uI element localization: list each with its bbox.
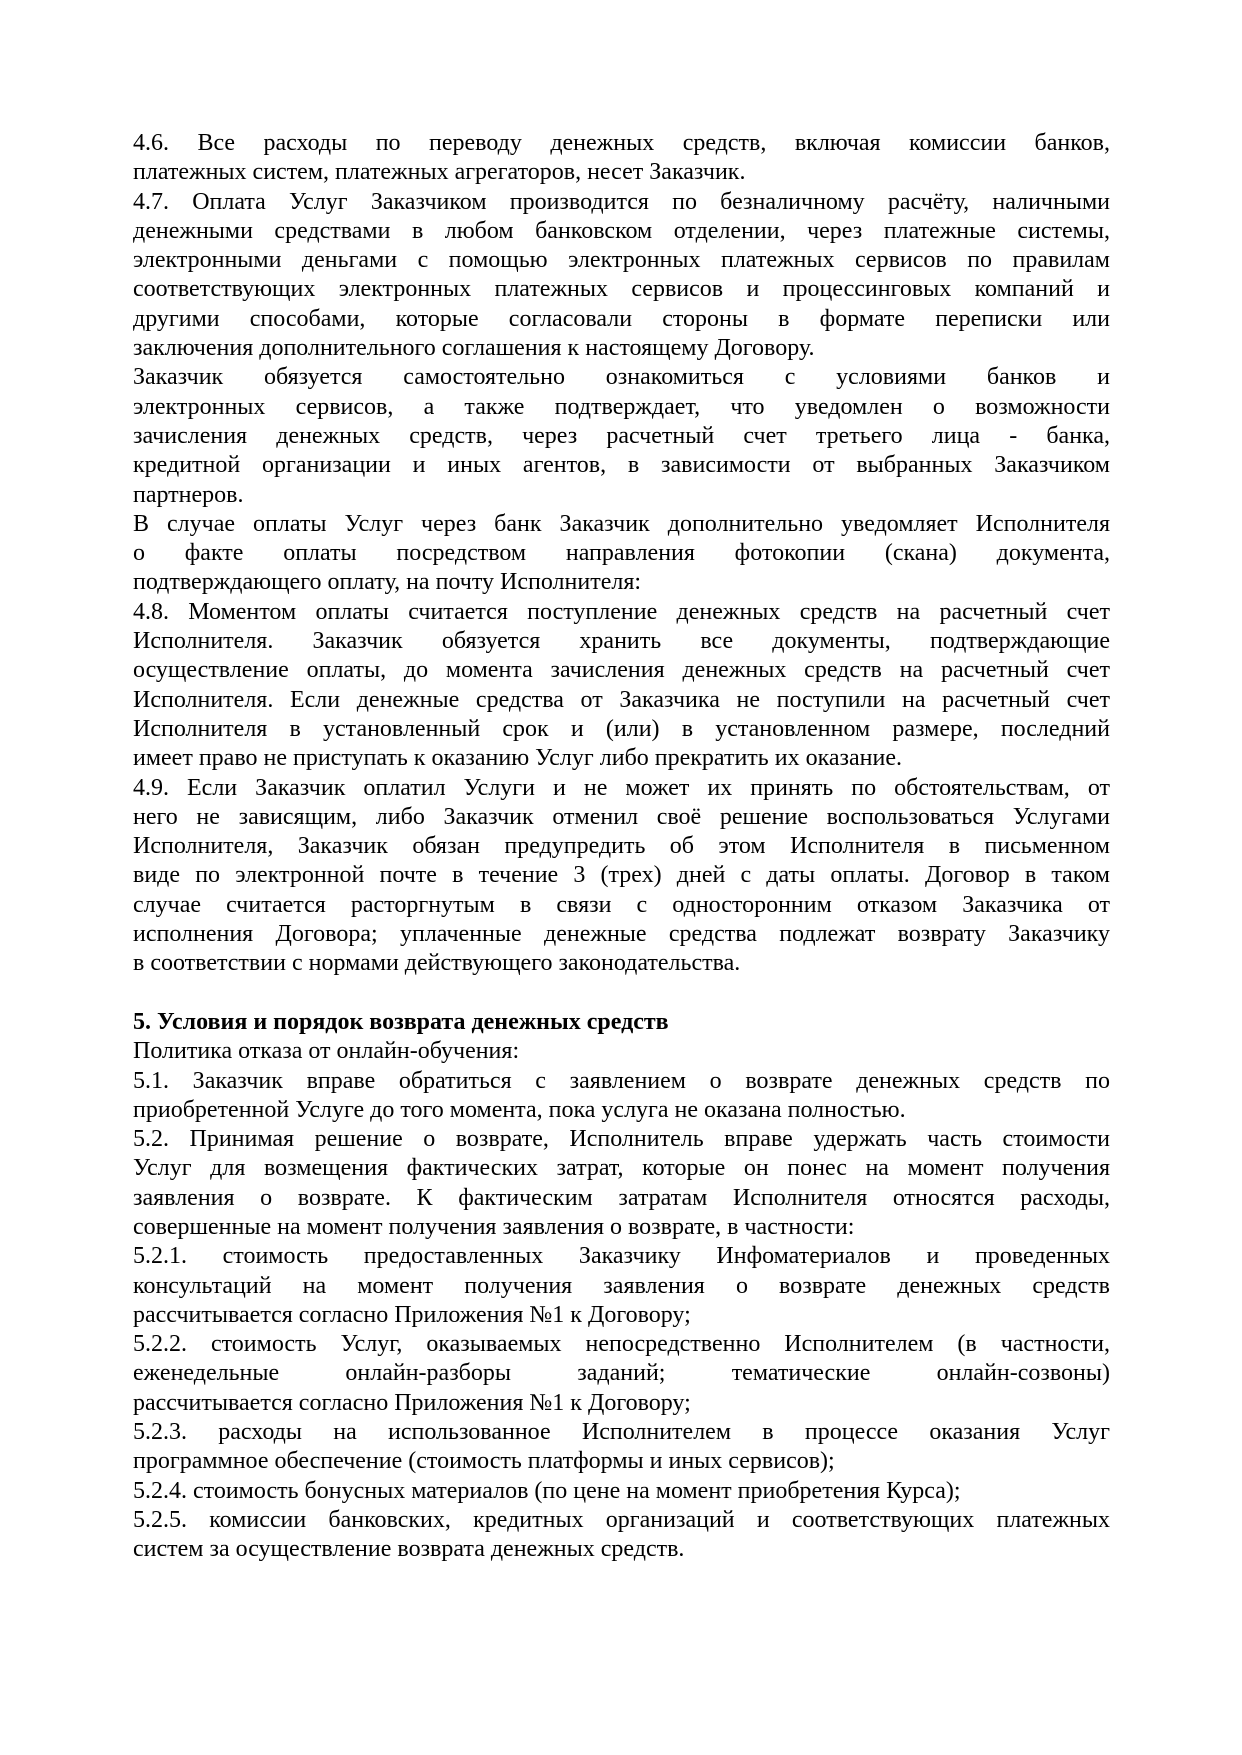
blank-line: [133, 979, 1110, 1008]
document-body: [133, 129, 1110, 1565]
text-line: 5.2.5. комиссии банковских, кредитных организаций и соответствующих платежных: [133, 1506, 1110, 1533]
clause-4-7-bank-payment-notice: [133, 510, 1110, 598]
text-line: имеет право не приступать к оказанию Услуг либо прекратить их оказание.: [133, 745, 902, 772]
clause-5-2-5: [133, 1506, 1110, 1565]
clause-5-2-3: [133, 1418, 1110, 1477]
text-line: зачисления денежных средств, через расчетный счет третьего лица - банка,: [133, 422, 1110, 449]
clause-4-9: [133, 774, 1110, 979]
text-line: случае считается расторгнутым в связи с односторонним отказом Заказчика от: [133, 891, 1110, 918]
clause-5-2-1: [133, 1242, 1110, 1330]
text-line: кредитной организации и иных агентов, в зависимости от выбранных Заказчиком: [133, 452, 1110, 479]
text-line: о факте оплаты посредством направления фотокопии (скана) документа,: [133, 540, 1110, 567]
text-line: 4.6. Все расходы по переводу денежных средств, включая комиссии банков,: [133, 130, 1110, 156]
text-line: рассчитывается согласно Приложения №1 к Договору;: [133, 1301, 691, 1328]
clause-4-6: [133, 129, 1110, 188]
text-line: денежными средствами в любом банковском отделении, через платежные системы,: [133, 217, 1110, 244]
text-line: заключения дополнительного соглашения к настоящему Договору.: [133, 335, 815, 362]
text-line: систем за осуществление возврата денежных средств.: [133, 1536, 685, 1563]
text-line: Исполнителя в установленный срок и (или) в установленном размере, последний: [133, 715, 1110, 742]
clause-5-1: [133, 1067, 1110, 1126]
text-line: 5.2.3. расходы на использованное Исполнителем в процессе оказания Услуг: [133, 1419, 1110, 1446]
text-line: Исполнителя, Заказчик обязан предупредить об этом Исполнителя в письменном: [133, 833, 1110, 860]
text-line: партнеров.: [133, 481, 244, 508]
clause-5-2: [133, 1125, 1110, 1242]
text-line: виде по электронной почте в течение 3 (трех) дней с даты оплаты. Договор в таком: [133, 862, 1110, 889]
text-line: Политика отказа от онлайн-обучения:: [133, 1038, 520, 1065]
text-line: другими способами, которые согласовали стороны в формате переписки или: [133, 305, 1110, 332]
section-5-heading: [133, 1008, 1110, 1037]
text-line: еженедельные онлайн-разборы заданий; тематические онлайн-созвоны): [133, 1360, 1110, 1387]
text-line: 4.7. Оплата Услуг Заказчиком производится по безналичному расчёту, наличными: [133, 188, 1110, 215]
refund-policy-intro: [133, 1037, 1110, 1066]
text-line: совершенные на момент получения заявления о возврате, в частности:: [133, 1213, 855, 1240]
text-line: В случае оплаты Услуг через банк Заказчик дополнительно уведомляет Исполнителя: [133, 510, 1110, 537]
text-line: 5. Условия и порядок возврата денежных средств: [133, 1008, 669, 1035]
text-line: Исполнителя. Заказчик обязуется хранить все документы, подтверждающие: [133, 628, 1110, 655]
text-line: осуществление оплаты, до момента зачисления денежных средств на расчетный счет: [133, 657, 1110, 684]
clause-5-2-2: [133, 1330, 1110, 1418]
clause-4-8: [133, 598, 1110, 774]
text-line: приобретенной Услуге до того момента, пока услуга не оказана полностью.: [133, 1096, 906, 1123]
text-line: 4.9. Если Заказчик оплатил Услуги и не может их принять по обстоятельствам, от: [133, 774, 1110, 801]
text-line: Заказчик обязуется самостоятельно ознакомиться с условиями банков и: [133, 364, 1110, 391]
text-line: него не зависящим, либо Заказчик отменил своё решение воспользоваться Услугами: [133, 803, 1110, 830]
text-line: электронных сервисов, а также подтверждает, что уведомлен о возможности: [133, 393, 1110, 420]
clause-4-7-customer-obligation: [133, 363, 1110, 509]
clause-5-2-4: [133, 1477, 1110, 1506]
text-line: 5.2.2. стоимость Услуг, оказываемых непосредственно Исполнителем (в частности,: [133, 1331, 1110, 1358]
text-line: Исполнителя. Если денежные средства от Заказчика не поступили на расчетный счет: [133, 686, 1110, 713]
text-line: рассчитывается согласно Приложения №1 к Договору;: [133, 1389, 691, 1416]
text-line: исполнения Договора; уплаченные денежные средства подлежат возврату Заказчику: [133, 921, 1110, 948]
text-line: 5.2.4. стоимость бонусных материалов (по цене на момент приобретения Курса);: [133, 1477, 961, 1504]
text-line: подтверждающего оплату, на почту Исполнителя:: [133, 569, 642, 596]
text-line: консультаций на момент получения заявления о возврате денежных средств: [133, 1272, 1110, 1299]
text-line: 5.1. Заказчик вправе обратиться с заявлением о возврате денежных средств по: [133, 1067, 1110, 1094]
text-line: 5.2.1. стоимость предоставленных Заказчику Инфоматериалов и проведенных: [133, 1243, 1110, 1270]
text-line: электронными деньгами с помощью электронных платежных сервисов по правилам: [133, 247, 1110, 274]
text-line: 4.8. Моментом оплаты считается поступление денежных средств на расчетный счет: [133, 598, 1110, 625]
text-line: программное обеспечение (стоимость платформы и иных сервисов);: [133, 1448, 835, 1475]
text-line: платежных систем, платежных агрегаторов, несет Заказчик.: [133, 159, 746, 186]
text-line: заявления о возврате. К фактическим затратам Исполнителя относятся расходы,: [133, 1184, 1110, 1211]
text-line: 5.2. Принимая решение о возврате, Исполнитель вправе удержать часть стоимости: [133, 1126, 1110, 1153]
clause-4-7: [133, 188, 1110, 364]
text-line: соответствующих электронных платежных сервисов и процессинговых компаний и: [133, 276, 1110, 303]
text-line: Услуг для возмещения фактических затрат, которые он понес на момент получения: [133, 1155, 1110, 1182]
text-line: в соответствии с нормами действующего законодательства.: [133, 950, 741, 977]
